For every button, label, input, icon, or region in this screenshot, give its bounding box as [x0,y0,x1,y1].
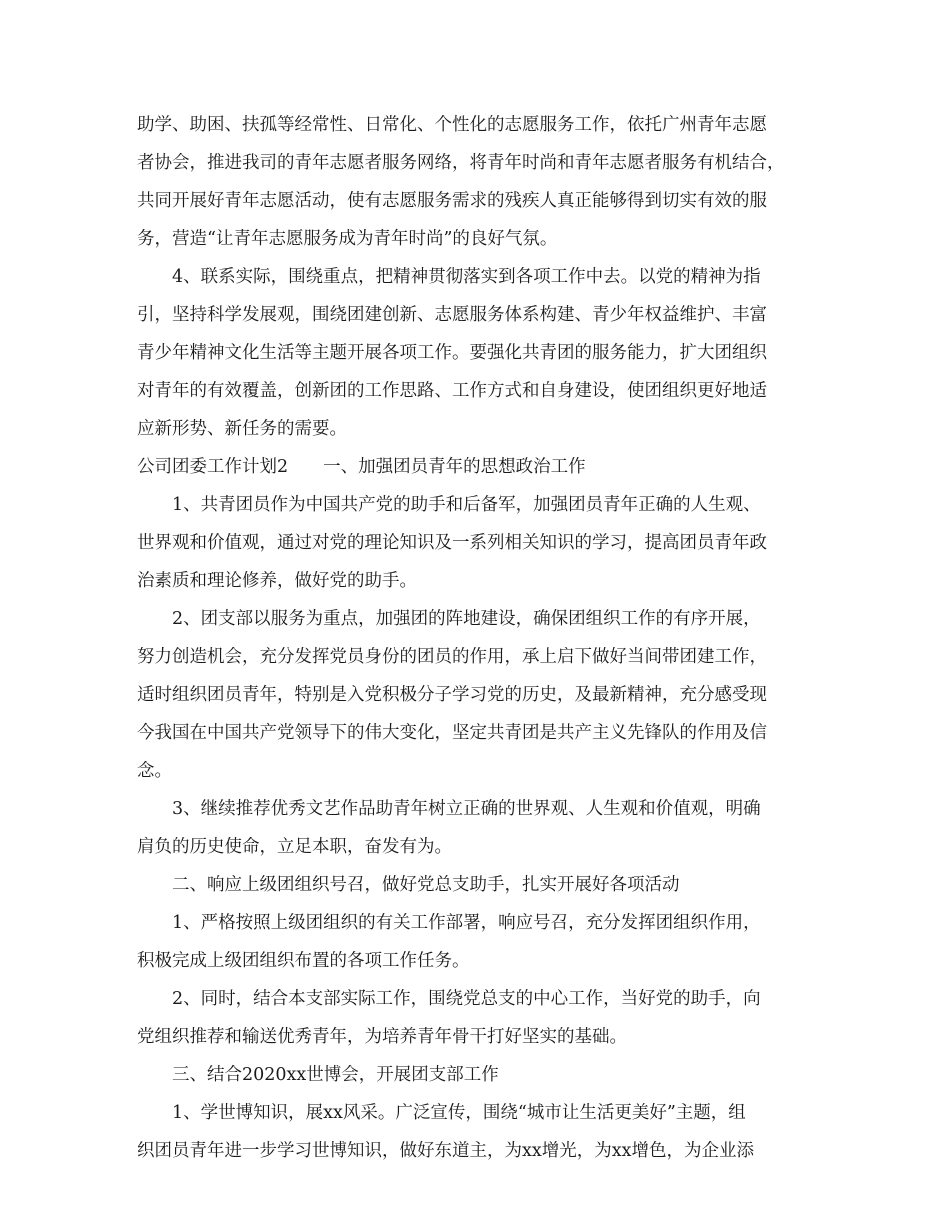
text-line-13: 治素质和理论修养，做好党的助手。 [137,571,417,591]
text-line-27: 1、学世博知识，展xx风采。广泛宣传，围绕“城市让生活更美好”主题，组 [172,1103,746,1123]
text-line-18: 念。 [137,761,172,781]
text-line-17: 今我国在中国共产党领导下的伟大变化，坚定共青团是共产主义先锋队的作用及信 [137,723,767,743]
text-line-12: 世界观和价值观，通过对党的理论知识及一系列相关知识的学习，提高团员青年政 [137,533,767,553]
text-line-19: 3、继续推荐优秀文艺作品助青年树立正确的世界观、人生观和价值观，明确 [172,799,761,819]
text-line-11: 1、共青团员作为中国共产党的助手和后备军，加强团员青年正确的人生观、 [172,495,761,515]
text-line-20: 肩负的历史使命，立足本职，奋发有为。 [137,837,452,857]
text-line-14: 2、团支部以服务为重点，加强团的阵地建设，确保团组织工作的有序开展， [172,609,761,629]
text-line-5: 4、联系实际，围绕重点，把精神贯彻落实到各项工作中去。以党的精神为指 [172,267,761,287]
text-line-3: 共同开展好青年志愿活动，使有志愿服务需求的残疾人真正能够得到切实有效的服 [137,191,767,211]
text-line-16: 适时组织团员青年，特别是入党积极分子学习党的历史，及最新精神，充分感受现 [137,685,767,705]
text-line-6: 引，坚持科学发展观，围绕团建创新、志愿服务体系构建、青少年权益维护、丰富 [137,305,767,325]
text-line-24: 2、同时，结合本支部实际工作，围绕党总支的中心工作，当好党的助手，向 [172,989,761,1009]
text-line-26: 三、结合2020xx世博会，开展团支部工作 [172,1065,499,1085]
text-line-7: 青少年精神文化生活等主题开展各项工作。要强化共青团的服务能力，扩大团组织 [137,343,767,363]
text-line-10: 公司团委工作计划2 一、加强团员青年的思想政治工作 [137,457,586,477]
text-line-28: 织团员青年进一步学习世博知识，做好东道主，为xx增光，为xx增色，为企业添 [137,1141,754,1161]
text-line-4: 务，营造“让青年志愿服务成为青年时尚”的良好气氛。 [137,229,558,249]
text-line-1: 助学、助困、扶孤等经常性、日常化、个性化的志愿服务工作，依托广州青年志愿 [137,115,767,135]
text-line-21: 二、响应上级团组织号召，做好党总支助手，扎实开展好各项活动 [172,875,680,895]
text-line-9: 应新形势、新任务的需要。 [137,419,347,439]
text-line-8: 对青年的有效覆盖，创新团的工作思路、工作方式和自身建设，使团组织更好地适 [137,381,767,401]
text-line-15: 努力创造机会，充分发挥党员身份的团员的作用，承上启下做好当间带团建工作， [137,647,767,667]
text-line-22: 1、严格按照上级团组织的有关工作部署，响应号召，充分发挥团组织作用， [172,913,761,933]
text-line-2: 者协会，推进我司的青年志愿者服务网络，将青年时尚和青年志愿者服务有机结合， [137,153,785,173]
text-line-25: 党组织推荐和输送优秀青年，为培养青年骨干打好坚实的基础。 [137,1027,627,1047]
text-line-23: 积极完成上级团组织布置的各项工作任务。 [137,951,470,971]
